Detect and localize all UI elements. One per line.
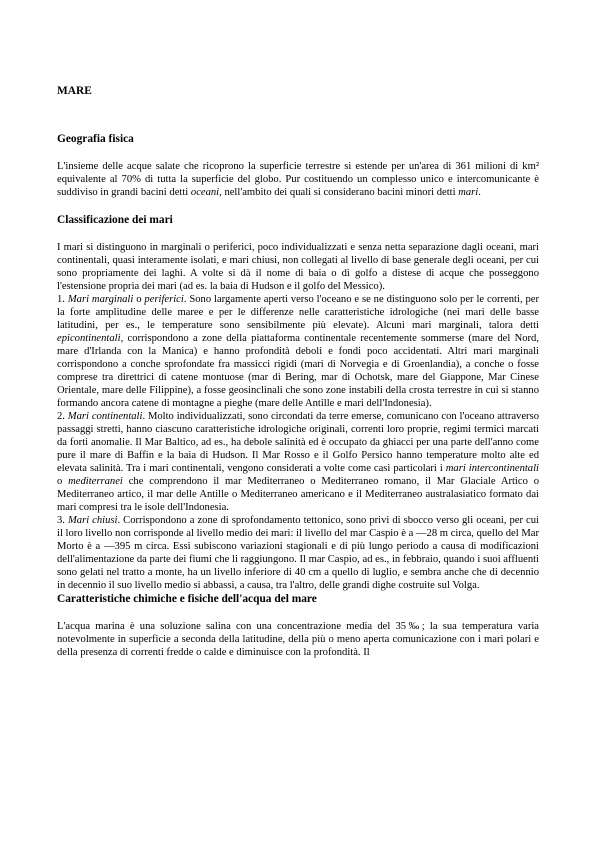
heading-classificazione: Classificazione dei mari xyxy=(57,214,173,226)
page-title: MARE xyxy=(57,85,92,97)
paragraph-mari-chiusi: 3. Mari chiusi. Corrispondono a zone di sprofondamento tettonico, sono privi di sbocco verso gli oceani, per cui il loro livello non corrisponde al livello medio dei mari: il livello del mar Caspio è a —28 m circa, quello del Mar Morto è a —395 m circa. Essi subiscono variazioni stagionali e di più lungo periodo a causa di modificazioni dell'alimentazione da parte dei fiumi che li raggiungono. Il mar Caspio, ad es., in febbraio, quando i suoi affluenti sono gelati nel tratto a monte, ha un livello inferiore di 40 cm a quello di luglio, e sembra anche che di decennio in decennio il suo livello medio si abbassi, a causa, tra l'altro, delle grandi dighe costruite sul Volga. xyxy=(57,515,539,591)
paragraph-caratteristiche: L'acqua marina è una soluzione salina con una concentrazione media del 35‰; la sua temperatura varia notevolmente in superficie a seconda della latitudine, della più o meno aperta comunicazione con i mari polari e della presenza di correnti fredde o calde e diminuisce con la profondità. Il xyxy=(57,621,539,658)
heading-caratteristiche: Caratteristiche chimiche e fisiche dell'acqua del mare xyxy=(57,593,317,605)
paragraph-geografia: L'insieme delle acque salate che ricoprono la superficie terrestre si estende per un'area di 361 milioni di km² equivalente al 70% di tutta la superficie del globo. Pur costituendo un complesso unico e intercomunicante è suddiviso in grandi bacini detti oceani, nell'ambito dei quali si considerano bacini minori detti mari. xyxy=(57,161,539,198)
heading-geografia-fisica: Geografia fisica xyxy=(57,133,134,145)
paragraph-mari-continentali: 2. Mari continentali. Molto individualizzati, sono circondati da terre emerse, comunicano con l'oceano attraverso passaggi stretti, hanno ciascuno caratteristiche idrologiche originali, correnti loro proprie, regimi termici marcati da forti anomalie. Il Mar Baltico, ad es., ha debole salinità ed è occupato da ghiacci per una parte dell'anno come pure il mare di Baffin e la baia di Hudson. Il Mar Rosso e il Golfo Persico hanno temperature molto alte ed elevata salinità. Tra i mari continentali, vengono considerati a volte come casi particolari i mari intercontinentali o mediterranei che comprendono il mar Mediterraneo o Mediterraneo romano, il Mar Glaciale Artico o Mediterraneo artico, il mar delle Antille o Mediterraneo americano e il Mediterraneo australasiatico formato dai mari compresi tra le isole dell'Indonesia. xyxy=(57,411,540,513)
paragraph-classificazione-intro: I mari si distinguono in marginali o periferici, poco individualizzati e senza netta separazione dagli oceani, mari continentali, quasi interamente isolati, e mari chiusi, non collegati al livello di base generale degli oceani, per cui sono propriamente dei laghi. A volte si dà il nome di baia o di golfo a distese di acque che posseggono l'estensione propria dei mari (ad es. la baia di Hudson e il golfo del Messico). xyxy=(57,242,539,292)
paragraph-mari-marginali: 1. Mari marginali o periferici. Sono largamente aperti verso l'oceano e se ne distinguono solo per le correnti, per la forte amplitudine delle maree e per le differenze nelle caratteristiche idrologiche (nei mari delle basse latitudini, per es., le temperature sono sensibilmente più elevate). Alcuni mari marginali, talora detti epicontinentali, corrispondono a zone della piattaforma continentale recentemente sommerse (mare del Nord, mare d'Irlanda con la Manica) e hanno profondità deboli e fondi poco accidentati. Altri mari marginali corrispondono a conche sprofondate fra massicci rigidi (mari di Norvegia e di Groenlandia), a conche o fosse comprese tra direttrici di catene montuose (mar di Bering, mar di Ochotsk, mare del Giappone, Mar Cinese Orientale, mare delle Filippine), a fosse geosinclinali che sono zone instabili della crosta terrestre in cui si stanno formando ancora catene di montagne a pieghe (mare delle Antille e mari dell'Indonesia). xyxy=(57,294,540,409)
